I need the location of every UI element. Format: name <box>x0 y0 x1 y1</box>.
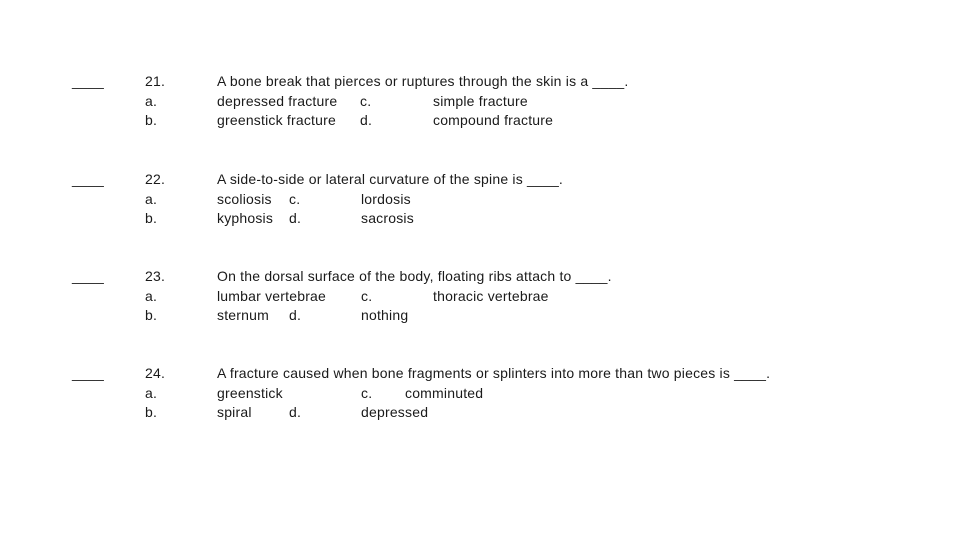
question-labels <box>145 364 195 423</box>
question-23 <box>0 267 960 327</box>
option-c-label: c. <box>289 190 301 207</box>
question-24 <box>0 364 960 424</box>
option-c-label: c. <box>360 92 372 109</box>
option-a-text: greenstick <box>217 384 283 401</box>
option-d-label: d. <box>289 210 302 226</box>
question-stem: A side-to-side or lateral curvature of the spine is ____. <box>217 171 564 187</box>
option-row-b <box>217 403 937 423</box>
question-body <box>217 170 937 229</box>
option-d-text: depressed <box>361 404 429 420</box>
answer-blank: ____ <box>72 73 104 89</box>
option-row-a <box>217 92 937 112</box>
option-a-text: scoliosis <box>217 190 272 207</box>
option-label-b: b. <box>145 404 158 420</box>
question-21 <box>0 72 960 132</box>
answer-blank: ____ <box>72 365 104 381</box>
question-number: 23. <box>145 268 166 284</box>
option-a-text: depressed fracture <box>217 92 338 109</box>
question-body <box>217 267 937 326</box>
question-number: 22. <box>145 171 166 187</box>
option-c-label: c. <box>361 384 373 401</box>
option-d-label: d. <box>289 307 302 323</box>
option-d-text: sacrosis <box>361 210 414 226</box>
question-labels <box>145 267 195 326</box>
option-c-text: thoracic vertebrae <box>433 287 549 304</box>
question-number: 24. <box>145 365 166 381</box>
option-b-text: greenstick fracture <box>217 112 336 128</box>
answer-blank: ____ <box>72 268 104 284</box>
option-row-a <box>217 287 937 307</box>
option-row-b <box>217 209 937 229</box>
option-label-a: a. <box>145 287 158 304</box>
option-b-text: kyphosis <box>217 210 274 226</box>
option-d-label: d. <box>360 112 373 128</box>
option-label-a: a. <box>145 384 158 401</box>
option-label-b: b. <box>145 307 158 323</box>
option-row-b <box>217 111 937 131</box>
option-c-text: comminuted <box>405 384 484 401</box>
answer-blank: ____ <box>72 171 104 187</box>
option-row-a <box>217 190 937 210</box>
option-c-text: simple fracture <box>433 92 528 109</box>
option-c-label: c. <box>361 287 373 304</box>
question-number: 21. <box>145 73 166 89</box>
option-a-text: lumbar vertebrae <box>217 287 327 304</box>
question-stem: A bone break that pierces or ruptures through the skin is a ____. <box>217 73 629 89</box>
option-d-label: d. <box>289 404 302 420</box>
question-stem: A fracture caused when bone fragments or splinters into more than two pieces is ____. <box>217 365 771 381</box>
option-b-text: sternum <box>217 307 269 323</box>
option-label-a: a. <box>145 92 158 109</box>
option-label-a: a. <box>145 190 158 207</box>
option-label-b: b. <box>145 210 158 226</box>
question-body <box>217 364 937 423</box>
question-labels <box>145 72 195 131</box>
option-row-b <box>217 306 937 326</box>
question-stem: On the dorsal surface of the body, floating ribs attach to ____. <box>217 268 612 284</box>
option-row-a <box>217 384 937 404</box>
option-d-text: nothing <box>361 307 409 323</box>
question-body <box>217 72 937 131</box>
option-label-b: b. <box>145 112 158 128</box>
question-labels <box>145 170 195 229</box>
option-d-text: compound fracture <box>433 112 554 128</box>
option-b-text: spiral <box>217 404 252 420</box>
question-22 <box>0 170 960 230</box>
option-c-text: lordosis <box>361 190 411 207</box>
